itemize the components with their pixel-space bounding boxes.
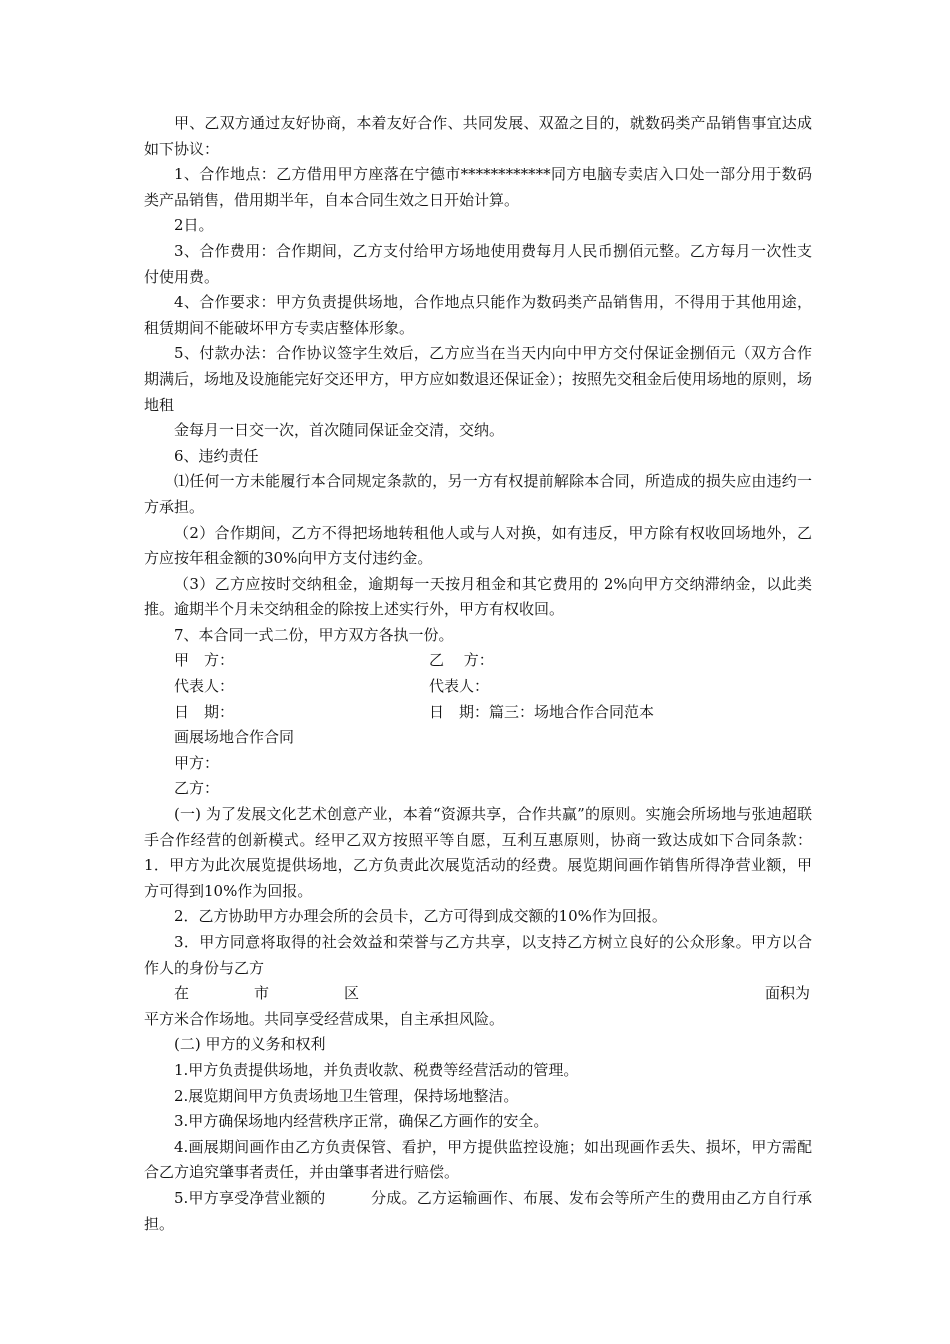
contract-2-party-b: 乙方： — [174, 779, 220, 798]
section-2-item-1: 1.甲方负责提供场地，并负责收款、税费等经营活动的管理。 — [174, 1060, 579, 1079]
section-2-heading: (二) 甲方的义务和权利 — [174, 1035, 326, 1054]
date-a-label: 日 期： — [174, 702, 235, 721]
clause-3-fee: 3、合作费用：合作期间，乙方支付给甲方场地使用费每月人民币捌佰元整。乙方每月一次性支付使用费。 — [144, 241, 812, 286]
clause-5-continued: 金每月一日交一次，首次随同保证金交清，交纳。 — [174, 421, 505, 440]
section-1-item-2: 2．乙方协助甲方办理会所的会员卡，乙方可得到成交额的10%作为回报。 — [174, 907, 667, 926]
clause-6-item-1: ⑴任何一方未能履行本合同规定条款的，另一方有权提前解除本合同，所造成的损失应由违约一方承担。 — [144, 472, 812, 516]
contract-2-party-a: 甲方： — [174, 753, 220, 772]
location-word-at: 在 — [174, 984, 190, 1003]
clause-6-heading: 6、违约责任 — [174, 446, 259, 465]
clause-6-item-2: （2）合作期间，乙方不得把场地转租他人或与人对换，如有违反，甲方除有权收回场地外，乙方应按年租金额的30%向甲方支付违约金。 — [144, 523, 812, 568]
section-2-item-4: 4.画展期间画作由乙方负责保管、看护，甲方提供监控设施；如出现画作丢失、损坏，甲方需配合乙方追究肇事者责任，并由肇事者进行赔偿。 — [144, 1137, 812, 1182]
area-continuation: 平方米合作场地。共同享受经营成果，自主承担风险。 — [144, 1009, 505, 1028]
rep-b-label: 代表人： — [429, 677, 490, 696]
section-2-item-3: 3.甲方确保场地内经营秩序正常，确保乙方画作的安全。 — [174, 1112, 549, 1131]
intro-paragraph: 甲、乙双方通过友好协商，本着友好合作、共同发展、双盈之目的，就数码类产品销售事宜达成如下协议： — [144, 114, 812, 158]
section-2-item-5: 5.甲方享受净营业额的 分成。乙方运输画作、布展、发布会等所产生的费用由乙方自行承担。 — [144, 1188, 812, 1233]
clause-7-copies: 7、本合同一式二份，甲方双方各执一份。 — [174, 625, 454, 644]
clause-2-fragment: 2日。 — [174, 216, 214, 235]
clause-1-location: 1、合作地点：乙方借用甲方座落在宁德市************同方电脑专卖店入口处一部分用于数码类产品销售，借用期半年，自本合同生效之日开始计算。 — [144, 165, 812, 209]
party-a-label: 甲 方： — [174, 651, 235, 670]
document-body — [144, 111, 812, 1237]
signature-row-representative — [144, 674, 812, 700]
signature-row-party — [144, 648, 812, 674]
date-b-label: 日 期：篇三：场地合作合同范本 — [429, 702, 655, 721]
location-fill-line — [144, 981, 812, 1007]
signature-row-date — [144, 700, 812, 726]
clause-6-item-3: （3）乙方应按时交纳租金，逾期每一天按月租金和其它费用的 2%向甲方交纳滞纳金，以此类推。逾期半个月未交纳租金的除按上述实行外，甲方有权收回。 — [144, 574, 812, 619]
location-word-city: 市 — [254, 984, 270, 1003]
clause-4-requirements: 4、合作要求：甲方负责提供场地，合作地点只能作为数码类产品销售用，不得用于其他用途，租赁期间不能破坏甲方专卖店整体形象。 — [144, 293, 812, 337]
location-word-area: 面积为 — [764, 984, 810, 1003]
section-1-item-3: 3．甲方同意将取得的社会效益和荣誉与乙方共享，以支持乙方树立良好的公众形象。甲方以合作人的身份与乙方 — [144, 933, 812, 977]
party-b-label: 乙 方： — [429, 651, 494, 670]
section-2-item-2: 2.展览期间甲方负责场地卫生管理，保持场地整洁。 — [174, 1086, 519, 1105]
clause-5-payment: 5、付款办法：合作协议签字生效后，乙方应当在当天内向中甲方交付保证金捌佰元（双方合作期满后，场地及设施能完好交还甲方，甲方应如数退还保证金）；按照先交租金后使用场地的原则，场地租 — [144, 344, 812, 414]
location-word-district: 区 — [344, 984, 360, 1003]
contract-2-title: 画展场地合作合同 — [174, 728, 295, 747]
rep-a-label: 代表人： — [174, 677, 235, 696]
section-1-paragraph: (一) 为了发展文化艺术创意产业，本着“资源共享，合作共赢”的原则。实施会所场地与张迪超联手合作经营的创新模式。经甲乙双方按照平等自愿，互利互惠原则，协商一致达成如下合同条款： 1．甲方为此次展览提供场地，乙方负责此次展览活动的经费。展览期间画作销售所得净营业额，甲方可得到10%作为回报。 — [144, 805, 812, 900]
